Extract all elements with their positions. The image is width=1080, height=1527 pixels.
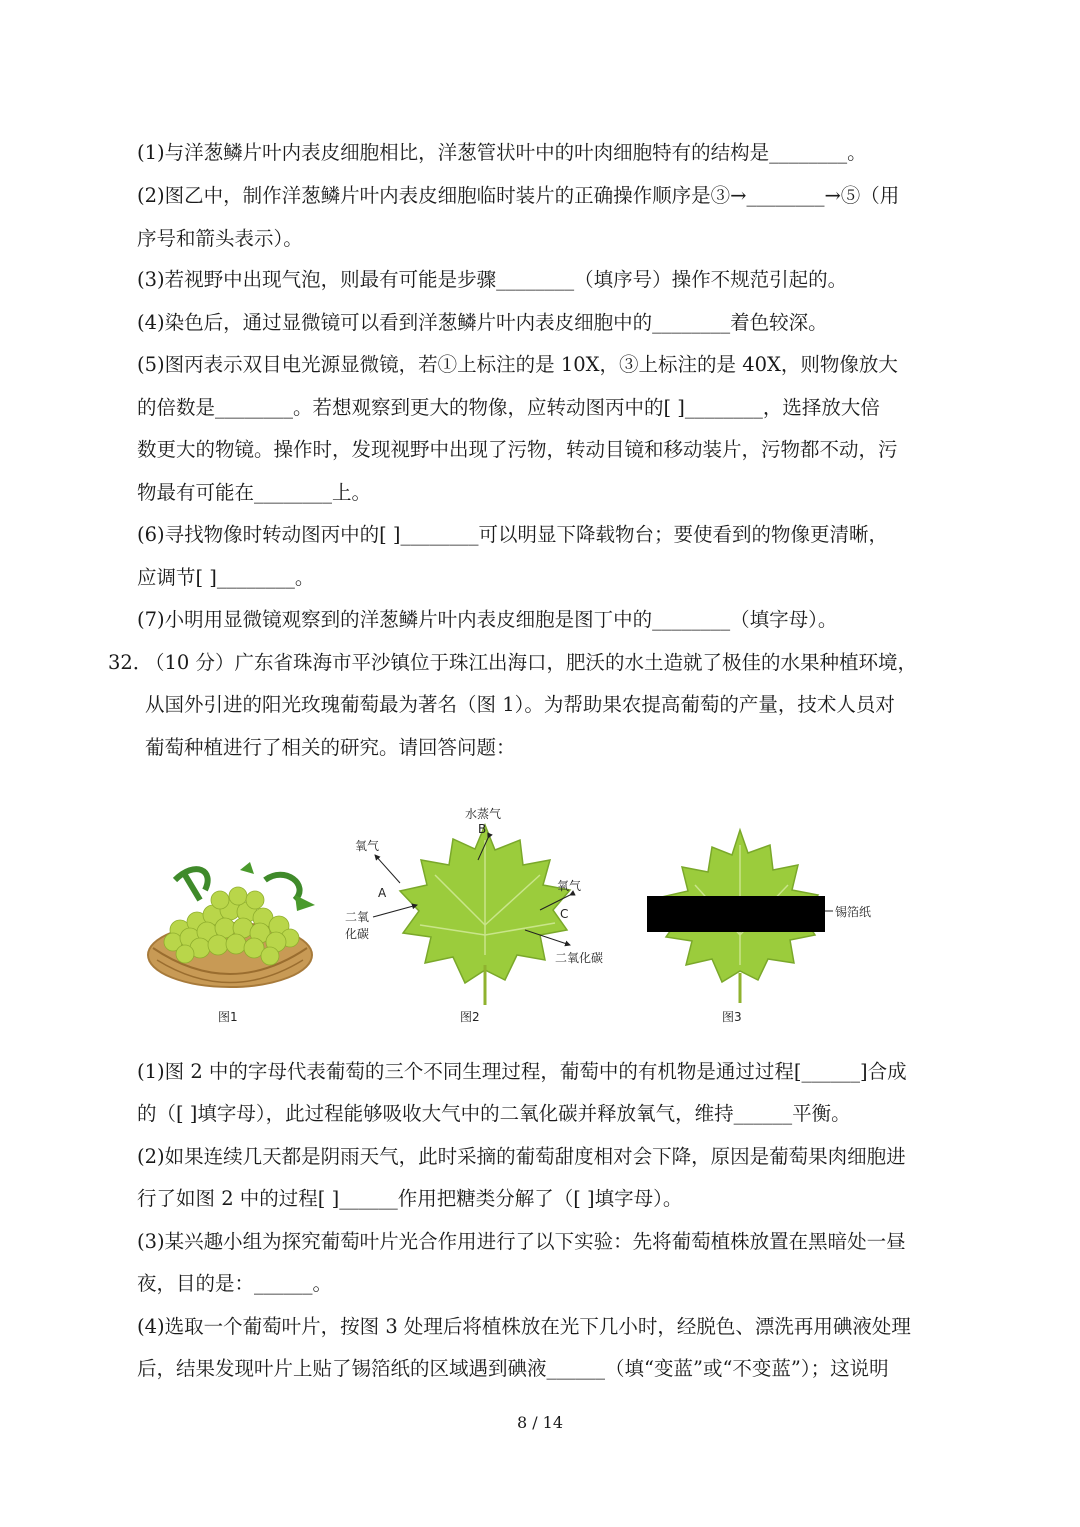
q32-part4-text: (4)选取一个葡萄叶片，按图 3 处理后将植株放在光下几小时，经脱色、漂洗再用碘液处理 bbox=[137, 1315, 911, 1338]
question-number: 32． bbox=[108, 651, 153, 674]
arrow-co2-left bbox=[373, 905, 417, 917]
label-foil: 锡箔纸 bbox=[835, 905, 872, 919]
label-a: A bbox=[378, 886, 387, 900]
q31-part2-text: (2)图乙中，制作洋葱鳞片叶内表皮细胞临时装片的正确操作顺序是③→________→⑤（用 bbox=[137, 184, 900, 207]
q32-part2-text: (2)如果连续几天都是阴雨天气，此时采摘的葡萄甜度相对会下降，原因是葡萄果肉细胞进 bbox=[137, 1145, 906, 1168]
label-b: B bbox=[478, 822, 487, 836]
q32-part3-text-cont: 夜，目的是：______。 bbox=[137, 1272, 333, 1295]
q32-stem-line1: （10 分）广东省珠海市平沙镇位于珠江出海口，肥沃的水土造就了极佳的水果种植环境， bbox=[145, 651, 918, 674]
grape-basket-image bbox=[145, 860, 320, 990]
leaf-process-diagram bbox=[345, 805, 635, 1005]
label-co2-left-line1: 二氧 bbox=[345, 910, 370, 924]
q31-part5-text: (5)图丙表示双目电光源显微镜，若①上标注的是 10X，③上标注的是 40X，则物像放大 bbox=[137, 353, 898, 376]
q32-part2-text-cont: 行了如图 2 中的过程[ ]______作用把糖类分解了（[ ]填字母）。 bbox=[137, 1187, 683, 1210]
q31-part2-text-cont: 序号和箭头表示）。 bbox=[137, 227, 303, 250]
q31-part1-text: (1)与洋葱鳞片叶内表皮细胞相比，洋葱管状叶中的叶肉细胞特有的结构是________。 bbox=[137, 141, 867, 164]
q31-part3-text: (3)若视野中出现气泡，则最有可能是步骤________（填序号）操作不规范引起的。 bbox=[137, 268, 848, 291]
q31-part6-text-cont: 应调节[ ]________。 bbox=[137, 566, 315, 589]
q31-part5-text-cont1: 的倍数是________。若想观察到更大的物像，应转动图丙中的[ ]________，选择放大倍 bbox=[137, 396, 880, 419]
q32-stem-line2: 从国外引进的阳光玫瑰葡萄最为著名（图 1）。为帮助果农提高葡萄的产量，技术人员对 bbox=[145, 693, 895, 716]
q32-part4-text-cont: 后，结果发现叶片上贴了锡箔纸的区域遇到碘液______（填“变蓝”或“不变蓝”）；这说明 bbox=[137, 1357, 889, 1380]
label-c: C bbox=[560, 907, 569, 921]
label-water-vapor: 水蒸气 bbox=[465, 807, 502, 821]
q31-part5-text-cont2: 数更大的物镜。操作时，发现视野中出现了污物，转动目镜和移动装片，污物都不动，污 bbox=[137, 438, 898, 461]
label-co2-right: 二氧化碳 bbox=[555, 951, 604, 965]
leaf-foil-diagram bbox=[640, 825, 900, 1005]
q31-part7-text: (7)小明用显微镜观察到的洋葱鳞片叶内表皮细胞是图丁中的________（填字母）。 bbox=[137, 608, 838, 631]
label-co2-left-line2: 化碳 bbox=[345, 927, 370, 941]
figure2-caption: 图2 bbox=[460, 1010, 480, 1024]
q31-part6-text: (6)寻找物像时转动图丙中的[ ]________可以明显下降载物台；要使看到的物像更清晰， bbox=[137, 523, 889, 546]
q31-part4-text: (4)染色后，通过显微镜可以看到洋葱鳞片叶内表皮细胞中的________着色较深。 bbox=[137, 311, 828, 334]
figure1-caption: 图1 bbox=[218, 1010, 238, 1024]
label-oxygen-left: 氧气 bbox=[355, 839, 380, 853]
page-number: 8 / 14 bbox=[516, 1413, 564, 1432]
q32-part1-text-cont: 的（[ ]填字母），此过程能够吸收大气中的二氧化碳并释放氧气，维持______平衡。 bbox=[137, 1102, 851, 1125]
foil-strip bbox=[647, 896, 825, 932]
arrow-oxygen-left bbox=[375, 855, 400, 883]
figure-row bbox=[140, 800, 940, 1035]
q32-part3-text: (3)某兴趣小组为探究葡萄叶片光合作用进行了以下实验：先将葡萄植株放置在黑暗处一昼 bbox=[137, 1230, 906, 1253]
q31-part5-text-cont3: 物最有可能在________上。 bbox=[137, 481, 372, 504]
label-oxygen-right: 氧气 bbox=[557, 879, 582, 893]
q32-part1-text: (1)图 2 中的字母代表葡萄的三个不同生理过程，葡萄中的有机物是通过过程[______]合成 bbox=[137, 1060, 907, 1083]
q32-stem-line3: 葡萄种植进行了相关的研究。请回答问题： bbox=[145, 736, 516, 759]
figure3-caption: 图3 bbox=[722, 1010, 742, 1024]
